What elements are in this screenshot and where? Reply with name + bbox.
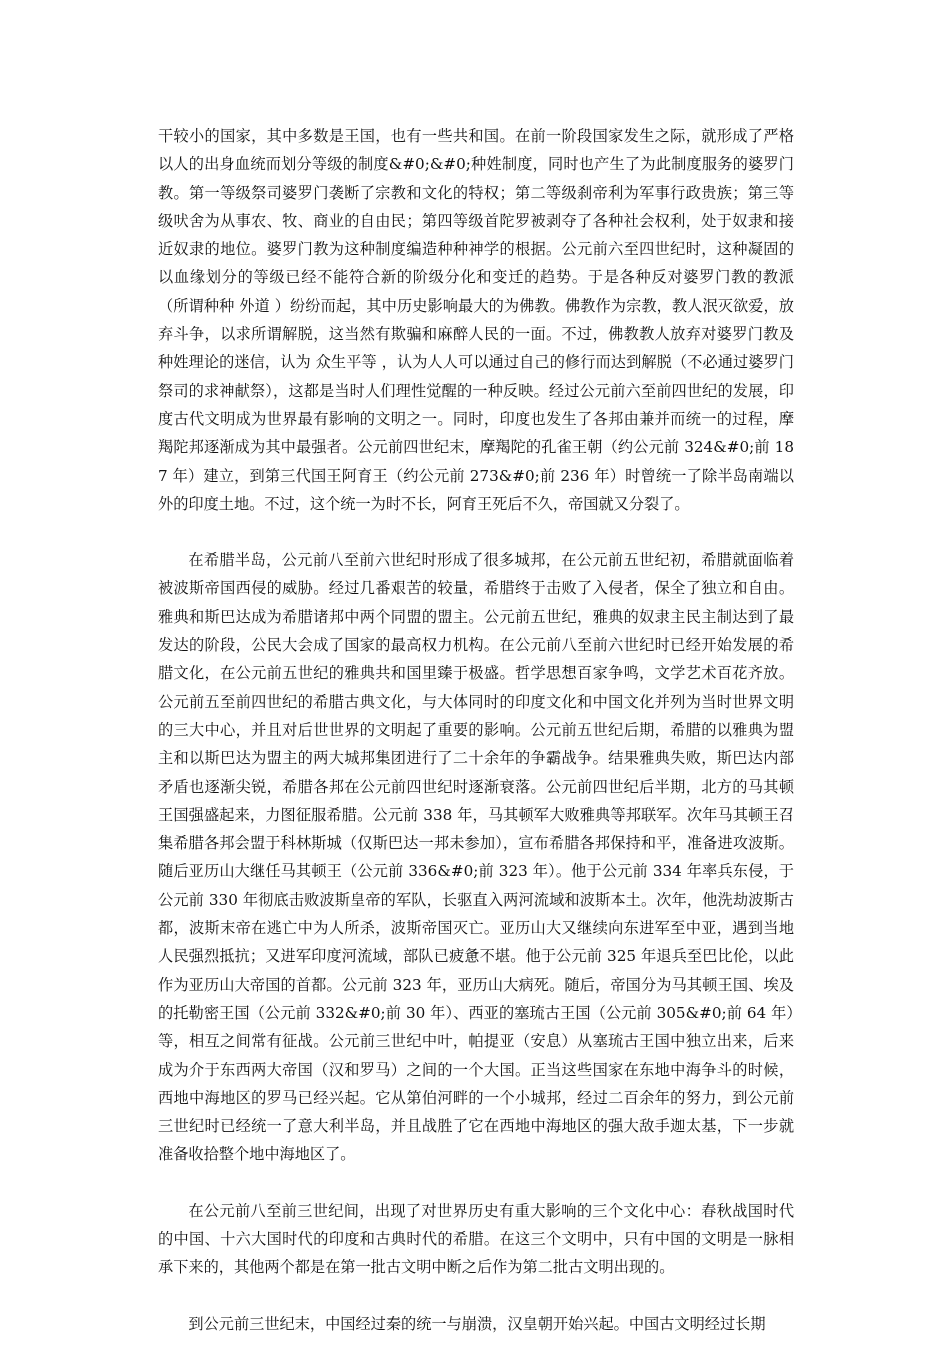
paragraph-han-dynasty: 到公元前三世纪末，中国经过秦的统一与崩溃，汉皇朝开始兴起。中国古文明经过长期	[188, 1314, 766, 1333]
paragraph-three-centers: 在公元前八至前三世纪间，出现了对世界历史有重大影响的三个文化中心：春秋战国时代的中国、十六大国时代的印度和古典时代的希腊。在这三个文明中，只有中国的文明是一脉相承下来的，其他两个都是在第一批古文明中断之后作为第二批古文明出现的。	[158, 1201, 794, 1277]
document-body	[158, 122, 794, 1366]
paragraph-india: 干较小的国家，其中多数是王国，也有一些共和国。在前一阶段国家发生之际，就形成了严格以人的出身血统而划分等级的制度&#0;&#0;种姓制度，同时也产生了为此制度服务的婆罗门教。第一等级祭司婆罗门袭断了宗教和文化的特权；第二等级刹帝利为军事行政贵族；第三等级吠舍为从事农、牧、商业的自由民；第四等级首陀罗被剥夺了各种社会权利，处于奴隶和接近奴隶的地位。婆罗门教为这种制度编造种种神学的根据。公元前六至四世纪时，这种凝固的以血缘划分的等级已经不能符合新的阶级分化和变迁的趋势。于是各种反对婆罗门教的教派（所谓种种 外道 ）纷纷而起，其中历史影响最大的为佛教。佛教作为宗教，教人泯灭欲爱，放弃斗争，以求所谓解脱，这当然有欺骗和麻醉人民的一面。不过，佛教教人放弃对婆罗门教及种姓理论的迷信，认为 众生平等 ，认为人人可以通过自己的修行而达到解脱（不必通过婆罗门祭司的求神献祭），这都是当时人们理性觉醒的一种反映。经过公元前六至前四世纪的发展，印度古代文明成为世界最有影响的文明之一。同时，印度也发生了各邦由兼并而统一的过程，摩羯陀邦逐渐成为其中最强者。公元前四世纪末，摩羯陀的孔雀王朝（约公元前 324&#0;前 187 年）建立，到第三代国王阿育王（约公元前 273&#0;前 236 年）时曾统一了除半岛南端以外的印度土地。不过，这个统一为时不长，阿育王死后不久，帝国就又分裂了。	[158, 127, 794, 513]
paragraph-greece: 在希腊半岛，公元前八至前六世纪时形成了很多城邦，在公元前五世纪初，希腊就面临着被波斯帝国西侵的威胁。经过几番艰苦的较量，希腊终于击败了入侵者，保全了独立和自由。雅典和斯巴达成为希腊诸邦中两个同盟的盟主。公元前五世纪，雅典的奴隶主民主制达到了最发达的阶段，公民大会成了国家的最高权力机构。在公元前八至前六世纪时已经开始发展的希腊文化，在公元前五世纪的雅典共和国里臻于极盛。哲学思想百家争鸣，文学艺术百花齐放。公元前五至前四世纪的希腊古典文化，与大体同时的印度文化和中国文化并列为当时世界文明的三大中心，并且对后世世界的文明起了重要的影响。公元前五世纪后期，希腊的以雅典为盟主和以斯巴达为盟主的两大城邦集团进行了二十余年的争霸战争。结果雅典失败，斯巴达内部矛盾也逐渐尖锐，希腊各邦在公元前四世纪时逐渐衰落。公元前四世纪后半期，北方的马其顿王国强盛起来，力图征服希腊。公元前 338 年，马其顿军大败雅典等邦联军。次年马其顿王召集希腊各邦会盟于科林斯城（仅斯巴达一邦未参加），宣布希腊各邦保持和平，准备进攻波斯。随后亚历山大继任马其顿王（公元前 336&#0;前 323 年）。他于公元前 334 年率兵东侵，于公元前 330 年彻底击败波斯皇帝的军队，长驱直入两河流域和波斯本土。次年，他洗劫波斯古都，波斯末帝在逃亡中为人所杀，波斯帝国灭亡。亚历山大又继续向东进军至中亚，遇到当地人民强烈抵抗；又进军印度河流域，部队已疲惫不堪。他于公元前 325 年退兵至巴比伦，以此作为亚历山大帝国的首都。公元前 323 年，亚历山大病死。随后，帝国分为马其顿王国、埃及的托勒密王国（公元前 332&#0;前 30 年）、西亚的塞琉古王国（公元前 305&#0;前 64 年）等，相互之间常有征战。公元前三世纪中叶，帕提亚（安息）从塞琉古王国中独立出来，后来成为介于东西两大帝国（汉和罗马）之间的一个大国。正当这些国家在东地中海争斗的时候，西地中海地区的罗马已经兴起。它从第伯河畔的一个小城邦，经过二百余年的努力，到公元前三世纪时已经统一了意大利半岛，并且战胜了它在西地中海地区的强大敌手迦太基，下一步就准备收拾整个地中海地区了。	[158, 551, 794, 1164]
